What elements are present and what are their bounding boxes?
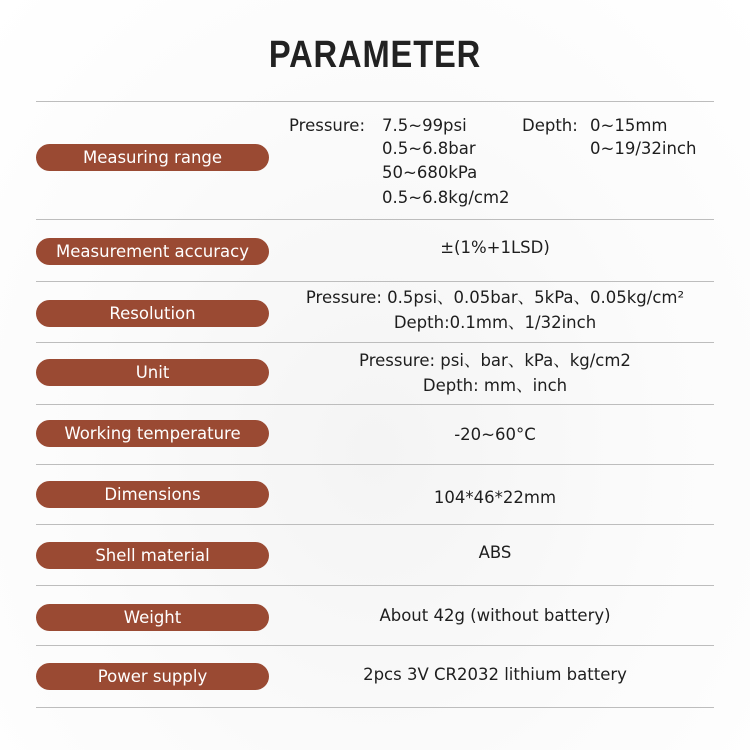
label-unit: Unit	[36, 359, 269, 386]
label-shell-material: Shell material	[36, 542, 269, 569]
param-row-resolution	[36, 281, 714, 343]
label-working-temperature: Working temperature	[36, 420, 269, 447]
param-row-measuring-range	[36, 101, 714, 220]
value-measurement-accuracy: ±(1%+1LSD)	[440, 238, 550, 257]
label-measuring-range: Measuring range	[36, 144, 269, 171]
value-shell-material: ABS	[478, 543, 512, 562]
param-row-working-temperature	[36, 404, 714, 465]
depth-value-mm: 0~15mm	[590, 116, 668, 135]
label-dimensions: Dimensions	[36, 481, 269, 508]
value-unit-pressure: Pressure: psi、bar、kPa、kg/cm2	[359, 351, 631, 370]
depth-value-inch: 0~19/32inch	[590, 139, 697, 158]
label-resolution: Resolution	[36, 300, 269, 327]
param-row-weight	[36, 585, 714, 646]
pressure-value-kgcm2: 0.5~6.8kg/cm2	[382, 188, 510, 207]
pressure-value-kpa: 50~680kPa	[382, 163, 478, 182]
label-measurement-accuracy: Measurement accuracy	[36, 238, 269, 265]
value-resolution-pressure: Pressure: 0.5psi、0.05bar、5kPa、0.05kg/cm²	[305, 288, 685, 307]
value-working-temperature: -20~60°C	[454, 425, 536, 444]
param-row-accuracy	[36, 219, 714, 282]
pressure-value-psi: 7.5~99psi	[382, 116, 467, 135]
param-row-unit	[36, 342, 714, 405]
value-dimensions: 104*46*22mm	[433, 488, 557, 507]
value-unit-depth: Depth: mm、inch	[422, 376, 568, 395]
pressure-value-bar: 0.5~6.8bar	[382, 139, 476, 158]
label-power-supply: Power supply	[36, 663, 269, 690]
value-power-supply: 2pcs 3V CR2032 lithium battery	[363, 665, 627, 684]
param-row-shell-material	[36, 524, 714, 586]
param-row-dimensions	[36, 464, 714, 525]
value-resolution-depth: Depth:0.1mm、1/32inch	[393, 313, 597, 332]
param-row-power-supply	[36, 645, 714, 708]
depth-label: Depth:	[522, 116, 578, 135]
pressure-label: Pressure:	[289, 116, 366, 135]
label-weight: Weight	[36, 604, 269, 631]
page-title: PARAMETER	[268, 34, 482, 76]
value-weight: About 42g (without battery)	[379, 606, 611, 625]
